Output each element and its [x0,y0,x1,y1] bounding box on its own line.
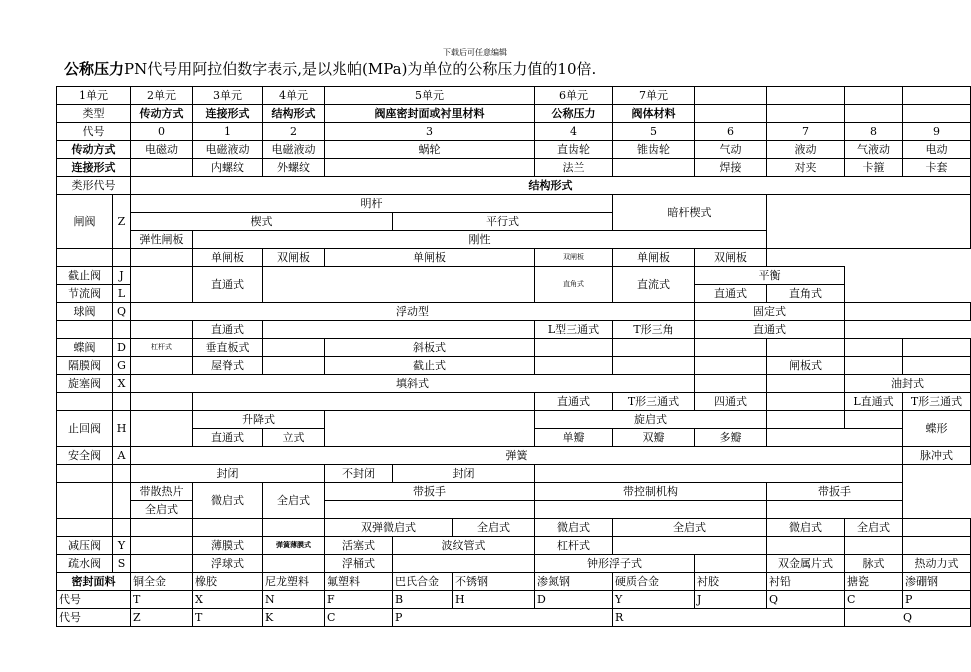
diaphragm-gate: 闸板式 [767,357,845,375]
seal-cell: 衬胶 [695,573,767,591]
last-code-cell: C [325,609,393,627]
code-cell: 9 [903,123,971,141]
structure-title: 结构形式 [131,177,971,195]
code-cell: 7 [767,123,845,141]
safety-full-4: 全启式 [613,519,767,537]
unit-cell: 7单元 [613,87,695,105]
empty-cell [263,339,325,357]
empty-cell [845,321,971,339]
trap-bell: 钟形浮子式 [535,555,695,573]
safety-wrench-2: 带扳手 [767,483,903,501]
seal-label: 密封面料 [57,573,131,591]
empty-cell [263,519,325,537]
globe-balance: 平衡 [695,267,845,285]
drive-cell: 液动 [767,141,845,159]
butterfly-row [57,339,971,357]
code-cell: 0 [131,123,193,141]
empty-cell [57,465,113,483]
trap-float-ball: 浮球式 [193,555,263,573]
unit-cell: 4单元 [263,87,325,105]
check-butterfly: 蝶形 [903,411,971,447]
empty-cell [767,537,845,555]
empty-cell [131,555,193,573]
empty-cell [845,303,971,321]
ball-fixed: 固定式 [695,303,845,321]
empty-cell [767,375,845,393]
safety-heat-sink: 带散热片 [131,483,193,501]
empty-cell [767,105,845,123]
reducing-row [57,537,971,555]
last-code-cell: Z [131,609,193,627]
empty-cell [767,339,845,357]
seal-cell: 硬质合金 [613,573,695,591]
seal-code-cell: X [193,591,263,609]
connect-cell: 卡箍 [845,159,903,177]
code-row [57,123,971,141]
safety-sub-row-1 [57,483,971,501]
empty-cell [903,465,971,483]
connect-cell: 内螺纹 [193,159,263,177]
type-cell: 阀体材料 [613,105,695,123]
drive-cell: 直齿轮 [535,141,613,159]
empty-cell [131,321,193,339]
last-code-row [57,609,971,627]
empty-cell [695,339,767,357]
safety-pulse: 脉冲式 [903,447,971,465]
seal-code-cell: J [695,591,767,609]
drive-cell: 气动 [695,141,767,159]
plug-packed: 填斜式 [131,375,695,393]
trap-pulse: 脉式 [845,555,903,573]
gate-elastic: 弹性闸板 [131,231,193,249]
reducing-spring-film: 弹簧薄膜式 [263,537,325,555]
check-single: 单瓣 [535,429,613,447]
seal-code-row [57,591,971,609]
empty-cell [131,357,193,375]
connect-cell: 法兰 [535,159,613,177]
butterfly-vertical: 垂直板式 [193,339,263,357]
empty-cell [903,339,971,357]
gate-row-1 [57,195,971,213]
safety-micro-3: 微启式 [535,519,613,537]
empty-cell [767,195,971,249]
drive-cell: 电磁液动 [193,141,263,159]
title-bold: 公称压力 [64,60,125,78]
trap-code: S [113,555,131,573]
safety-full-3: 全启式 [453,519,535,537]
empty-cell [845,267,971,285]
connect-cell: 对夹 [767,159,845,177]
seal-row [57,573,971,591]
seal-cell: 不锈钢 [453,573,535,591]
reducing-piston: 活塞式 [325,537,393,555]
empty-cell [535,339,613,357]
empty-cell [903,519,971,537]
drive-cell: 电磁动 [131,141,193,159]
connect-cell: 焊接 [695,159,767,177]
plug-oil: 油封式 [845,375,971,393]
check-row-1 [57,411,971,429]
safety-double-micro: 双弹微启式 [325,519,453,537]
seal-cell: 橡胶 [193,573,263,591]
reducing-lever: 杠杆式 [535,537,613,555]
drive-cell: 电动 [903,141,971,159]
ball-fixed-straight: 直通式 [695,321,845,339]
check-straight: 直通式 [193,429,263,447]
seal-cell: 渗氮钢 [535,573,613,591]
last-code-cell: T [193,609,263,627]
safety-sub-row-3 [57,519,971,537]
seal-cell: 渗硼钢 [903,573,971,591]
gate-name: 闸阀 [57,195,113,249]
trap-thermo: 热动力式 [903,555,971,573]
plug-types-row [57,393,971,411]
diaphragm-cutoff: 截止式 [325,357,535,375]
valve-code-table [56,86,971,627]
empty-cell [57,321,113,339]
ball-l-three: L型三通式 [535,321,613,339]
empty-cell [767,501,903,519]
empty-cell [113,519,131,537]
empty-cell [131,249,193,267]
balance-angle: 直角式 [767,285,845,303]
empty-cell [845,411,903,429]
empty-cell [325,411,535,447]
type-cell: 传动方式 [131,105,193,123]
globe-straight: 直通式 [193,267,263,303]
butterfly-inclined: 斜板式 [325,339,535,357]
balance-straight: 直通式 [695,285,767,303]
plug-l-straight: L直通式 [845,393,903,411]
connect-cell: 卡套 [903,159,971,177]
empty-cell [113,321,131,339]
diaphragm-name: 隔膜阀 [57,357,113,375]
drive-row [57,141,971,159]
empty-cell [263,321,535,339]
butterfly-code: D [113,339,131,357]
check-multi: 多瓣 [695,429,767,447]
plug-four-way: 四通式 [695,393,767,411]
empty-cell [263,357,325,375]
unit-cell: 3单元 [193,87,263,105]
seal-cell: 巴氏合金 [393,573,453,591]
plate-cell: 双闸板 [263,249,325,267]
seal-code-cell: Q [767,591,845,609]
unit-cell: 5单元 [325,87,535,105]
empty-cell [695,87,767,105]
ball-t-three: T形三角 [613,321,695,339]
trap-float-bucket: 浮桶式 [325,555,393,573]
plug-straight: 直通式 [535,393,613,411]
empty-cell [845,357,903,375]
ball-code: Q [113,303,131,321]
plug-t-three-2: T形三通式 [903,393,971,411]
empty-cell [113,393,131,411]
empty-cell [767,411,845,429]
seal-cell: 氟塑料 [325,573,393,591]
seal-code-cell: N [263,591,325,609]
type-label: 类型 [57,105,131,123]
gate-rising-stem: 明杆 [131,195,613,213]
empty-cell [325,159,535,177]
trap-name: 疏水阀 [57,555,113,573]
ball-straight: 直通式 [193,321,263,339]
structure-label: 类形代号 [57,177,131,195]
unit-cell: 6单元 [535,87,613,105]
empty-cell [613,339,695,357]
type-cell: 公称压力 [535,105,613,123]
safety-row [57,447,971,465]
empty-cell [845,429,903,447]
check-lift: 升降式 [193,411,325,429]
empty-cell [535,357,613,375]
empty-cell [695,357,767,375]
empty-cell [57,519,113,537]
type-cell: 连接形式 [193,105,263,123]
empty-cell [131,159,193,177]
seal-cell: 衬铅 [767,573,845,591]
reducing-bellows: 波纹管式 [393,537,535,555]
butterfly-name: 蝶阀 [57,339,113,357]
plate-cell: 双闸板 [695,249,767,267]
structure-header-row [57,177,971,195]
reducing-film: 薄膜式 [193,537,263,555]
empty-cell [845,87,903,105]
unit-row [57,87,971,105]
empty-cell [903,537,971,555]
empty-cell [113,249,131,267]
seal-code-cell: C [845,591,903,609]
title-rest: PN代号用阿拉伯数字表示,是以兆帕(MPa)为单位的公称压力值的10倍. [124,60,597,78]
safety-micro: 微启式 [193,483,263,519]
reducing-name: 减压阀 [57,537,113,555]
code-cell: 3 [325,123,535,141]
type-cell: 结构形式 [263,105,325,123]
seal-code-cell: T [131,591,193,609]
plate-cell: 单闸板 [613,249,695,267]
drive-cell: 气液动 [845,141,903,159]
code-cell: 6 [695,123,767,141]
empty-cell [845,339,903,357]
safety-spring: 弹簧 [131,447,903,465]
safety-name: 安全阀 [57,447,113,465]
seal-cell: 尼龙塑料 [263,573,325,591]
last-code-cell: R [613,609,845,627]
type-cell: 阀座密封面或衬里材料 [325,105,535,123]
empty-cell [903,501,971,519]
seal-code-cell: H [453,591,535,609]
plug-code: X [113,375,131,393]
ball-floating: 浮动型 [131,303,695,321]
gate-dark-wedge: 暗杆楔式 [613,195,767,231]
drive-cell: 蜗轮 [325,141,535,159]
plug-name: 旋塞阀 [57,375,113,393]
check-swing: 旋启式 [535,411,767,429]
plate-cell: 单闸板 [193,249,263,267]
gate-wedge: 楔式 [131,213,393,231]
trap-row [57,555,971,573]
connect-cell: 外螺纹 [263,159,325,177]
empty-cell [193,519,263,537]
empty-cell [113,465,131,483]
diaphragm-row [57,357,971,375]
plate-cell: 单闸板 [325,249,535,267]
safety-closed-row [57,465,971,483]
diaphragm-code: G [113,357,131,375]
seal-code-cell: B [393,591,453,609]
safety-control: 带控制机构 [535,483,767,501]
check-vertical: 立式 [263,429,325,447]
gate-code: Z [113,195,131,249]
empty-cell [131,537,193,555]
empty-cell [325,501,535,519]
empty-cell [57,249,113,267]
check-name: 止回阀 [57,411,113,447]
connect-label: 连接形式 [57,159,131,177]
plug-t-three: T形三通式 [613,393,695,411]
throttle-code: L [113,285,131,303]
empty-cell [535,501,767,519]
check-code: H [113,411,131,447]
code-cell: 1 [193,123,263,141]
header-note: 下载后可任意编辑 [443,48,507,57]
last-code-cell: P [393,609,613,627]
empty-cell [903,483,971,501]
empty-cell [695,555,767,573]
plug-row [57,375,971,393]
safety-closed: 封闭 [131,465,325,483]
code-cell: 4 [535,123,613,141]
empty-cell [767,249,971,267]
gate-parallel: 平行式 [393,213,613,231]
code-cell: 5 [613,123,695,141]
plate-cell: 双闸板 [535,249,613,267]
last-code-cell: K [263,609,325,627]
drive-cell: 电磁液动 [263,141,325,159]
page-title [64,60,924,78]
empty-cell [903,105,971,123]
check-double: 双瓣 [613,429,695,447]
empty-cell [767,87,845,105]
safety-code: A [113,447,131,465]
empty-cell [613,537,767,555]
safety-full-5: 全启式 [845,519,903,537]
type-row [57,105,971,123]
last-code-label: 代号 [57,609,131,627]
empty-cell [845,105,903,123]
seal-code-cell: Y [613,591,695,609]
empty-cell [131,267,193,303]
empty-cell [263,267,535,303]
throttle-name: 节流阀 [57,285,113,303]
empty-cell [767,429,845,447]
empty-cell [193,393,535,411]
gate-plates-row [57,249,971,267]
reducing-code: Y [113,537,131,555]
empty-cell [845,285,971,303]
unit-cell: 2单元 [131,87,193,105]
ball-name: 球阀 [57,303,113,321]
globe-angle: 直角式 [535,267,613,303]
empty-cell [903,357,971,375]
seal-code-cell: D [535,591,613,609]
seal-code-cell: P [903,591,971,609]
connect-row [57,159,971,177]
empty-cell [767,393,845,411]
empty-cell [613,357,695,375]
seal-code-label: 代号 [57,591,131,609]
safety-full-2: 全启式 [263,483,325,519]
empty-cell [695,105,767,123]
drive-label: 传动方式 [57,141,131,159]
empty-cell [903,87,971,105]
safety-closed-2: 封闭 [393,465,535,483]
globe-name: 截止阀 [57,267,113,285]
unit-cell: 1单元 [57,87,131,105]
safety-not-closed: 不封闭 [325,465,393,483]
empty-cell [131,411,193,447]
code-cell: 8 [845,123,903,141]
seal-cell: 搪瓷 [845,573,903,591]
safety-wrench: 带扳手 [325,483,535,501]
trap-bimetal: 双金属片式 [767,555,845,573]
seal-code-cell: F [325,591,393,609]
empty-cell [131,393,193,411]
globe-direct: 直流式 [613,267,695,303]
empty-cell [57,393,113,411]
empty-cell [131,519,193,537]
empty-cell [113,483,131,519]
diaphragm-ridge: 屋脊式 [193,357,263,375]
seal-cell: 铜全金 [131,573,193,591]
empty-cell [845,537,903,555]
last-code-cell: Q [845,609,971,627]
globe-row [57,267,971,285]
code-cell: 2 [263,123,325,141]
safety-full: 全启式 [131,501,193,519]
butterfly-lever: 杠杆式 [131,339,193,357]
empty-cell [57,483,113,519]
ball-types-row [57,321,971,339]
drive-cell: 锥齿轮 [613,141,695,159]
ball-row [57,303,971,321]
empty-cell [695,375,767,393]
safety-micro-4: 微启式 [767,519,845,537]
gate-rigid: 刚性 [193,231,767,249]
empty-cell [393,555,535,573]
empty-cell [613,159,695,177]
empty-cell [535,465,903,483]
code-label: 代号 [57,123,131,141]
empty-cell [263,555,325,573]
globe-code: J [113,267,131,285]
